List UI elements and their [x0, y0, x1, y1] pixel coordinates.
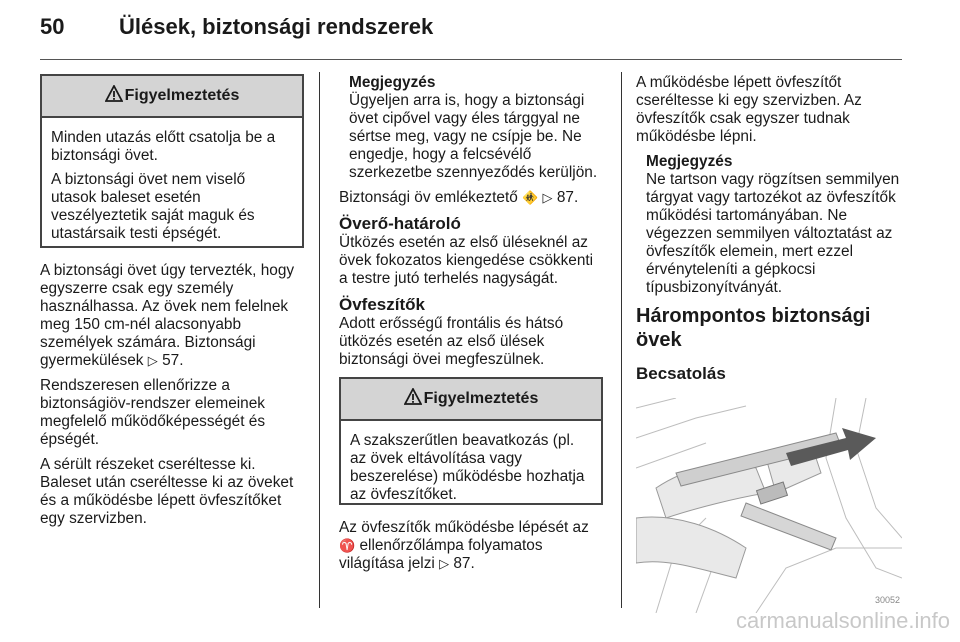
- header-rule: [40, 59, 902, 60]
- warning-title: Figyelmeztetés: [423, 390, 539, 407]
- warning-triangle-icon: [105, 85, 125, 107]
- column-1: [40, 74, 304, 535]
- warning-body: [42, 118, 302, 255]
- warning-text: A biztonsági övet nem viselő utasok baleset esetén veszélyeztetik saját maguk és utastársaik testi épségét.: [51, 171, 255, 242]
- note-heading: Megjegyzés: [646, 153, 733, 170]
- column-divider-1: [319, 72, 320, 608]
- body-paragraph: Adott erősségű frontális és hátsó ütközés esetén az első ülések biztonsági övei megfeszülnek.: [339, 315, 564, 368]
- reference-arrow-icon: ▷: [439, 556, 450, 571]
- warning-text: Minden utazás előtt csatolja be a biztonsági övet.: [51, 129, 276, 164]
- note-block: [636, 153, 900, 297]
- body-paragraph: Ütközés esetén az első üléseknél az övek fokozatos kiengedése csökkenti a testre jutó terhelés nagyságát.: [339, 234, 594, 287]
- body-paragraph: A működésbe lépett övfeszítőt cseréltesse ki egy szervizben. Az övfeszítők csak egyszer tudnak működésbe lépni.: [636, 74, 862, 145]
- body-paragraph: A sérült részeket cseréltesse ki. Baleset után cseréltesse ki az öveket és a működésbe lépett övfeszítőket egy szervizben.: [40, 456, 294, 527]
- watermark: carmanualsonline.info: [735, 608, 950, 633]
- reference-arrow-icon: ▷: [542, 190, 553, 205]
- reference-arrow-icon: ▷: [147, 353, 158, 368]
- seatbelt-reminder-line: Biztonsági öv emlékeztető 🚸 ▷ 87.: [339, 189, 579, 206]
- subsection-heading: Becsatolás: [636, 364, 726, 383]
- warning-box: [339, 377, 603, 505]
- illustration-drawing: [636, 398, 902, 613]
- section-heading: Övfeszítők: [339, 295, 425, 314]
- section-heading: Överő-határoló: [339, 214, 461, 233]
- note-text: Ne tartson vagy rögzítsen semmilyen tárgyat vagy tartozékot az övfeszítők működési tartományában. Ne végezzen semmilyen változtatást az övfeszítők elemein, mert ezzel érvényteleníti a gépkocsi típusbizonyítványát.: [646, 171, 900, 296]
- note-block: [339, 74, 603, 182]
- body-paragraph: Rendszeresen ellenőrizze a biztonságiöv-rendszer elemeinek megfelelő működőképességét és épségét.: [40, 377, 266, 448]
- warning-box: [40, 74, 304, 248]
- note-heading: Megjegyzés: [349, 74, 436, 91]
- column-divider-2: [621, 72, 622, 608]
- page-number: 50: [40, 14, 65, 39]
- warning-header: [341, 379, 601, 421]
- warning-text: A szakszerűtlen beavatkozás (pl. az övek eltávolítása vagy beszerelése) működésbe hozhatja az övfeszítőket.: [350, 432, 585, 503]
- body-paragraph: A biztonsági övet úgy tervezték, hogy egyszerre csak egy személy használhassa. Az övek nem felelnek meg 150 cm-nél alacsonyabb személyek számára. Biztonsági gyermekülések ▷ 57.: [40, 262, 295, 369]
- warning-title: Figyelmeztetés: [124, 87, 240, 104]
- note-text: Ügyeljen arra is, hogy a biztonsági övet cipővel vagy éles tárggyal ne sértse meg, vagy ne csípje be. Ne engedje, hogy a felcsévélő szerkezetbe szennyeződés kerüljön.: [349, 92, 598, 181]
- seatbelt-reminder-icon: 🚸: [522, 190, 539, 205]
- figure-code: 30052: [874, 595, 900, 605]
- column-2: [339, 74, 603, 580]
- page-reference[interactable]: 87.: [556, 189, 579, 206]
- section-title: Ülések, biztonsági rendszerek: [119, 14, 434, 39]
- warning-body: [341, 421, 601, 516]
- airbag-warning-icon: ♈: [339, 538, 356, 553]
- seatbelt-buckling-illustration: [636, 398, 902, 613]
- warning-triangle-icon: [404, 388, 424, 410]
- body-paragraph: Az övfeszítők működésbe lépését az ♈ ellenőrzőlámpa folyamatos világítása jelzi ▷ 87.: [339, 519, 589, 572]
- page-reference[interactable]: 87.: [453, 555, 475, 572]
- warning-header: [42, 76, 302, 118]
- column-3: [636, 74, 900, 613]
- section-heading: Hárompontos biztonsági övek: [636, 305, 871, 351]
- page-reference[interactable]: 57.: [162, 352, 184, 369]
